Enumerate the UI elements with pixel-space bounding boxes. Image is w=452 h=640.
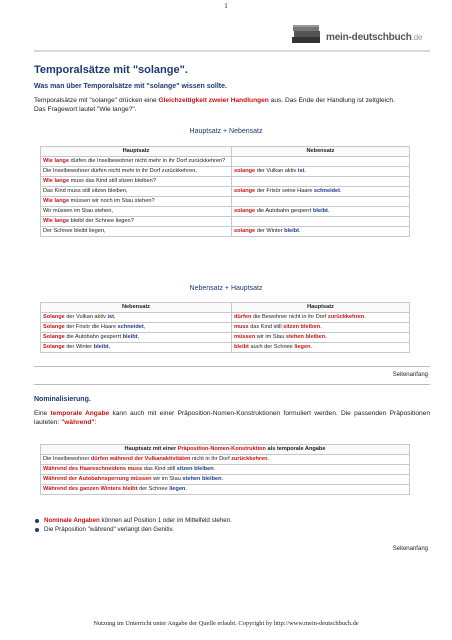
book-stack-icon [290, 22, 324, 48]
column-header: Nebensatz [41, 303, 232, 313]
table-row [41, 475, 410, 485]
table-row [41, 313, 410, 323]
intro-question-line: Das Fragewort lautet "Wie lange?". [34, 106, 137, 113]
table-hauptsatz-nebensatz [40, 146, 410, 237]
list-item: Nominale Angaben können auf Position 1 oder im Mittelfeld stehen. [34, 516, 232, 525]
table-cell: solange der Winter bleibt. [232, 227, 410, 237]
column-header: Hauptsatz mit einer Präposition-Nomen-Konstruktion als temporale Angabe [41, 445, 410, 455]
table-cell: muss das Kind still sitzen bleiben. [232, 323, 410, 333]
intro-text-part: Temporalsätze mit "solange" drücken eine [34, 97, 159, 104]
table-cell: Wie lange dürfen die Inselbewohner nicht mehr in ihr Dorf zurückkehren? [41, 157, 232, 167]
table-cell [232, 157, 410, 167]
table-cell: Solange der Winter bleibt, [41, 343, 232, 353]
table-cell: solange der Frisör seine Haare schneidet. [232, 187, 410, 197]
section-title-hauptsatz-nebensatz: Hauptsatz + Nebensatz [189, 128, 263, 135]
table-nebensatz-hauptsatz [40, 302, 410, 353]
table-cell: Während des ganzen Winters bleibt der Schnee liegen. [41, 485, 410, 495]
seitenanfang-link[interactable]: Seitenanfang [392, 546, 428, 552]
table-cell: Wir müssen im Stau stehen, [41, 207, 232, 217]
table-row [41, 157, 410, 167]
list-item: Die Präposition "während" verlangt den Genitiv. [34, 525, 232, 534]
page-subtitle: Was man über Temporalsätze mit "solange" wissen sollte. [34, 83, 227, 90]
table-row [41, 177, 410, 187]
table-row [41, 197, 410, 207]
footer: Nutzung im Unterricht unter Angabe der Quelle erlaubt. Copyright by http://www.mein-deutschbuch.de [93, 620, 359, 627]
page-number: 1 [224, 2, 228, 10]
bullet-icon [35, 519, 39, 523]
table-cell: Wie lange müssen wir noch im Stau stehen? [41, 197, 232, 207]
table-cell: Solange die Autobahn gesperrt bleibt, [41, 333, 232, 343]
bullet-icon [35, 528, 39, 532]
table-nominalisierung [40, 444, 410, 495]
logo-tld: .de [411, 33, 423, 42]
seitenanfang-link[interactable]: Seitenanfang [392, 372, 428, 378]
table-row [41, 187, 410, 197]
section-title-nebensatz-hauptsatz: Nebensatz + Hauptsatz [189, 285, 263, 292]
nominalisierung-text: Eine temporale Angabe kann auch mit einer Präposition-Nomen-Konstruktionen formuliert werden. Die passenden Präpositionen lauteten: "während": [34, 410, 430, 426]
table-row [41, 167, 410, 177]
nominalisierung-title: Nominalisierung. [34, 396, 91, 403]
column-header: Hauptsatz [41, 147, 232, 157]
table-cell: solange die Autobahn gesperrt bleibt. [232, 207, 410, 217]
table-cell: Wie lange muss das Kind still sitzen bleiben? [41, 177, 232, 187]
table-cell: Solange der Vulkan aktiv ist, [41, 313, 232, 323]
table-cell: Solange der Frisör die Haare schneidet, [41, 323, 232, 333]
table-cell: Die Inselbewohner dürfen nicht mehr in ihr Dorf zurückkehren, [41, 167, 232, 177]
table-cell: müssen wir im Stau stehen bleiben. [232, 333, 410, 343]
logo[interactable] [290, 22, 430, 50]
column-header: Hauptsatz [232, 303, 410, 313]
table-row [41, 343, 410, 353]
table-cell: Wie lange bleibt der Schnee liegen? [41, 217, 232, 227]
table-cell: solange der Vulkan aktiv ist. [232, 167, 410, 177]
intro-text [34, 96, 430, 114]
intro-text-part: aus. Das Ende der Handlung ist zeitgleich. [268, 97, 395, 104]
table-cell: bleibt auch der Schnee liegen. [232, 343, 410, 353]
table-cell [232, 217, 410, 227]
table-row [41, 485, 410, 495]
table-cell [232, 197, 410, 207]
divider [34, 366, 430, 367]
page-title: Temporalsätze mit "solange". [34, 64, 188, 76]
table-cell: Die Inselbewohner dürfen während der Vulkanaktivitäten nicht in ihr Dorf zurückkehren. [41, 455, 410, 465]
table-row [41, 323, 410, 333]
table-cell: dürfen die Bewohner nicht in ihr Dorf zurückkehren. [232, 313, 410, 323]
table-row [41, 465, 410, 475]
table-cell: Während des Haareschneidens muss das Kind still sitzen bleiben. [41, 465, 410, 475]
table-cell: Das Kind muss still sitzen bleiben, [41, 187, 232, 197]
bullet-list [34, 516, 232, 534]
table-cell: Während der Autobahnsperrung müssen wir im Stau stehen bleiben. [41, 475, 410, 485]
intro-highlight: Gleichzeitigkeit zweier Handlungen [158, 97, 269, 104]
table-row [41, 207, 410, 217]
table-row [41, 455, 410, 465]
table-cell: Der Schnee bleibt liegen, [41, 227, 232, 237]
table-row [41, 333, 410, 343]
table-cell [232, 177, 410, 187]
logo-brand: mein-deutschbuch [326, 32, 412, 43]
divider [34, 384, 430, 385]
table-row [41, 217, 410, 227]
table-row [41, 227, 410, 237]
column-header: Nebensatz [232, 147, 410, 157]
header-rule [34, 50, 430, 52]
